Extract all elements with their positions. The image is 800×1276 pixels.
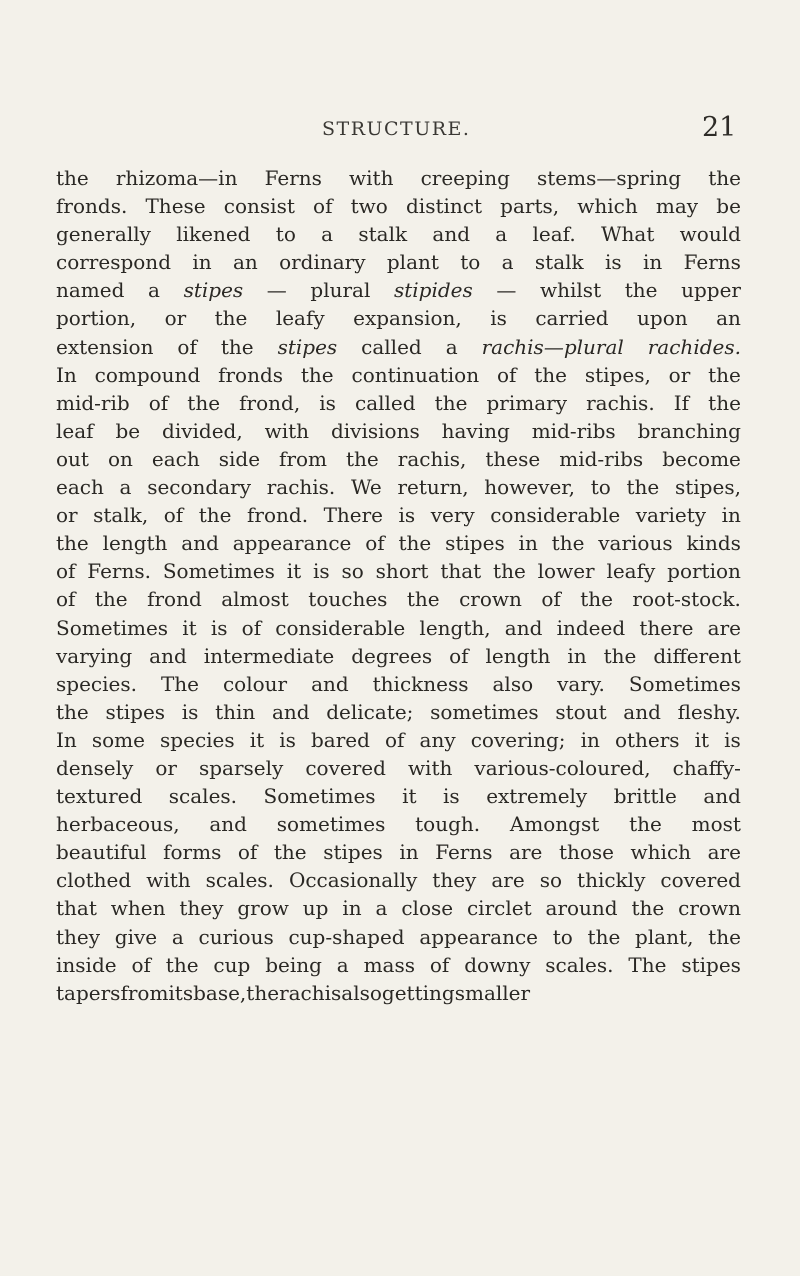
text-line: beautiful forms of the stipes in Ferns are those which are	[56, 840, 741, 865]
text-line: that when they grow up in a close circlet around the crown	[56, 896, 741, 921]
text-line: correspond in an ordinary plant to a stalk is in Ferns	[56, 250, 741, 275]
text-line: species. The colour and thickness also vary. Sometimes	[56, 671, 741, 696]
text-line: they give a curious cup-shaped appearance to the plant, the	[56, 924, 741, 949]
body-paragraph	[56, 164, 741, 1007]
text-line: mid-rib of the frond, is called the primary rachis. If the	[56, 390, 741, 415]
text-line: fronds. These consist of two distinct parts, which may be	[56, 194, 741, 219]
text-line: the length and appearance of the stipes in the various kinds	[56, 531, 741, 556]
text-line: of the frond almost touches the crown of the root-stock.	[56, 587, 741, 612]
text-line: named a stipes — plural stipides — whilst the upper	[56, 278, 741, 303]
text-line: or stalk, of the frond. There is very considerable variety in	[56, 503, 741, 528]
text-line: the rhizoma—in Ferns with creeping stems—spring the	[56, 166, 741, 190]
running-head	[0, 112, 800, 148]
text-line: inside of the cup being a mass of downy scales. The stipes	[56, 952, 741, 977]
text-line: extension of the stipes called a rachis—plural rachides.	[56, 334, 741, 359]
text-line: herbaceous, and sometimes tough. Amongst the most	[56, 812, 741, 837]
text-line: portion, or the leafy expansion, is carried upon an	[56, 306, 741, 331]
page-number: 21	[702, 112, 737, 143]
text-line: varying and intermediate degrees of length in the different	[56, 643, 741, 668]
text-line: the stipes is thin and delicate; sometimes stout and fleshy.	[56, 699, 741, 724]
text-line: textured scales. Sometimes it is extremely brittle and	[56, 784, 741, 809]
text-line: densely or sparsely covered with various-coloured, chaffy-	[56, 755, 741, 780]
text-line: tapers from its base, the rachis also getting smaller	[56, 980, 531, 1005]
text-line: generally likened to a stalk and a leaf. What would	[56, 222, 741, 247]
text-line: leaf be divided, with divisions having mid-ribs branching	[56, 418, 741, 443]
running-title: STRUCTURE.	[322, 118, 471, 140]
text-line: each a secondary rachis. We return, however, to the stipes,	[56, 475, 741, 500]
text-line: In some species it is bared of any covering; in others it is	[56, 727, 741, 752]
text-line: clothed with scales. Occasionally they are so thickly covered	[56, 868, 741, 893]
text-line: out on each side from the rachis, these mid-ribs become	[56, 446, 741, 471]
text-line: In compound fronds the continuation of the stipes, or the	[56, 362, 741, 387]
text-line: Sometimes it is of considerable length, and indeed there are	[56, 615, 741, 640]
text-line: of Ferns. Sometimes it is so short that the lower leafy portion	[56, 559, 741, 584]
